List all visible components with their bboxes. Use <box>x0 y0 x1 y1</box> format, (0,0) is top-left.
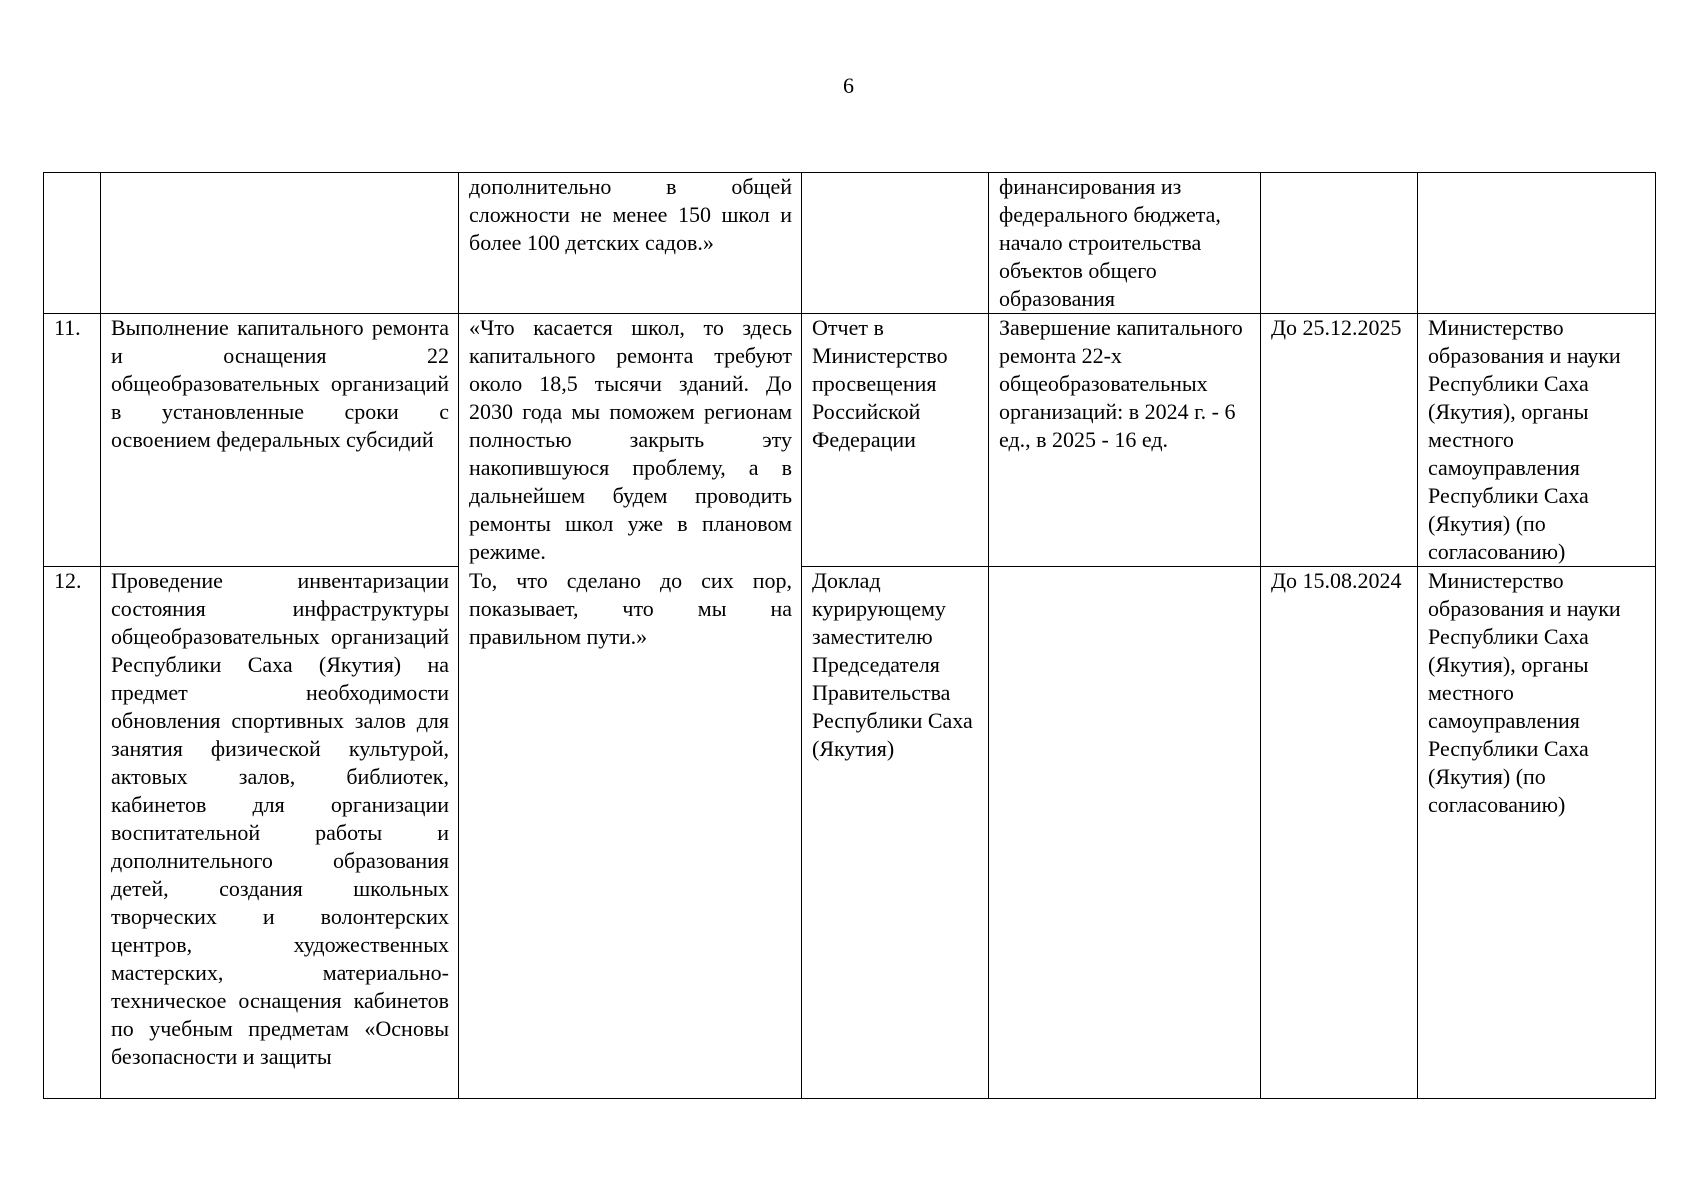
deadline-cell <box>1261 314 1418 567</box>
report-form-cell <box>802 173 989 314</box>
quote-text: «Что касается школ, то здесь капитального ремонта требуют около 18,5 тысячи зданий. До 2030 года мы поможем регионам полностью закрыть эту накопившуюся проблему, а в дальнейшем будем проводить ремонты школ уже в плановом режиме. <box>469 315 792 564</box>
responsible-cell <box>1418 314 1656 567</box>
report-form-cell <box>802 314 989 567</box>
task-text: Проведение инвентаризации состояния инфраструктуры общеобразовательных организаций Республики Саха (Якутия) на предмет необходимости обновления спортивных залов для занятия физической культурой, актовых залов, библиотек, кабинетов для организации воспитательной работы и дополнительного образования детей, создания школьных творческих и волонтерских центров, художественных мастерских, материально-техническое оснащения кабинетов по учебным предметам «Основы безопасности и защиты <box>111 568 449 1069</box>
result-text: финансирования из федерального бюджета, начало строительства объектов общего образования <box>999 174 1221 311</box>
deadline-cell <box>1261 173 1418 314</box>
responsible-cell <box>1418 173 1656 314</box>
row-number: 12. <box>54 568 82 593</box>
row-number-cell <box>44 567 101 1099</box>
deadline-cell <box>1261 567 1418 1099</box>
quote-cell <box>459 314 802 567</box>
table-row <box>44 314 1656 567</box>
task-cell <box>101 567 459 1099</box>
table-row <box>44 173 1656 314</box>
row-number-cell <box>44 173 101 314</box>
result-text: Завершение капитального ремонта 22-х общеобразовательных организаций: в 2024 г. - 6 ед., в 2025 - 16 ед. <box>999 315 1243 452</box>
deadline-text: До 25.12.2025 <box>1271 315 1402 340</box>
result-cell <box>989 173 1261 314</box>
row-number: 11. <box>54 315 81 340</box>
quote-text: дополнительно в общей сложности не менее 150 школ и более 100 детских садов.» <box>469 174 792 255</box>
responsible-cell <box>1418 567 1656 1099</box>
report-form-cell <box>802 567 989 1099</box>
plan-table <box>43 172 1656 1099</box>
task-cell <box>101 173 459 314</box>
quote-text: То, что сделано до сих пор, показывает, что мы на правильном пути.» <box>469 567 792 649</box>
row-number-cell <box>44 314 101 567</box>
responsible-text: Министерство образования и науки Республики Саха (Якутия), органы местного самоуправления Республики Саха (Якутия) (по согласованию) <box>1428 568 1621 817</box>
task-text: Выполнение капитального ремонта и оснащения 22 общеобразовательных организаций в установленные сроки с освоением федеральных субсидий <box>111 315 449 452</box>
deadline-text: До 15.08.2024 <box>1271 568 1402 593</box>
result-cell <box>989 314 1261 567</box>
responsible-text: Министерство образования и науки Республики Саха (Якутия), органы местного самоуправления Республики Саха (Якутия) (по согласованию) <box>1428 315 1621 564</box>
table-row <box>44 567 1656 1099</box>
result-cell <box>989 567 1261 1099</box>
task-cell <box>101 314 459 567</box>
report-form-text: Доклад курирующему заместителю Председателя Правительства Республики Саха (Якутия) <box>812 568 973 761</box>
quote-cell <box>459 567 802 1099</box>
quote-cell <box>459 173 802 314</box>
report-form-text: Отчет в Министерство просвещения Российской Федерации <box>812 315 948 452</box>
page-number: 6 <box>843 73 854 98</box>
